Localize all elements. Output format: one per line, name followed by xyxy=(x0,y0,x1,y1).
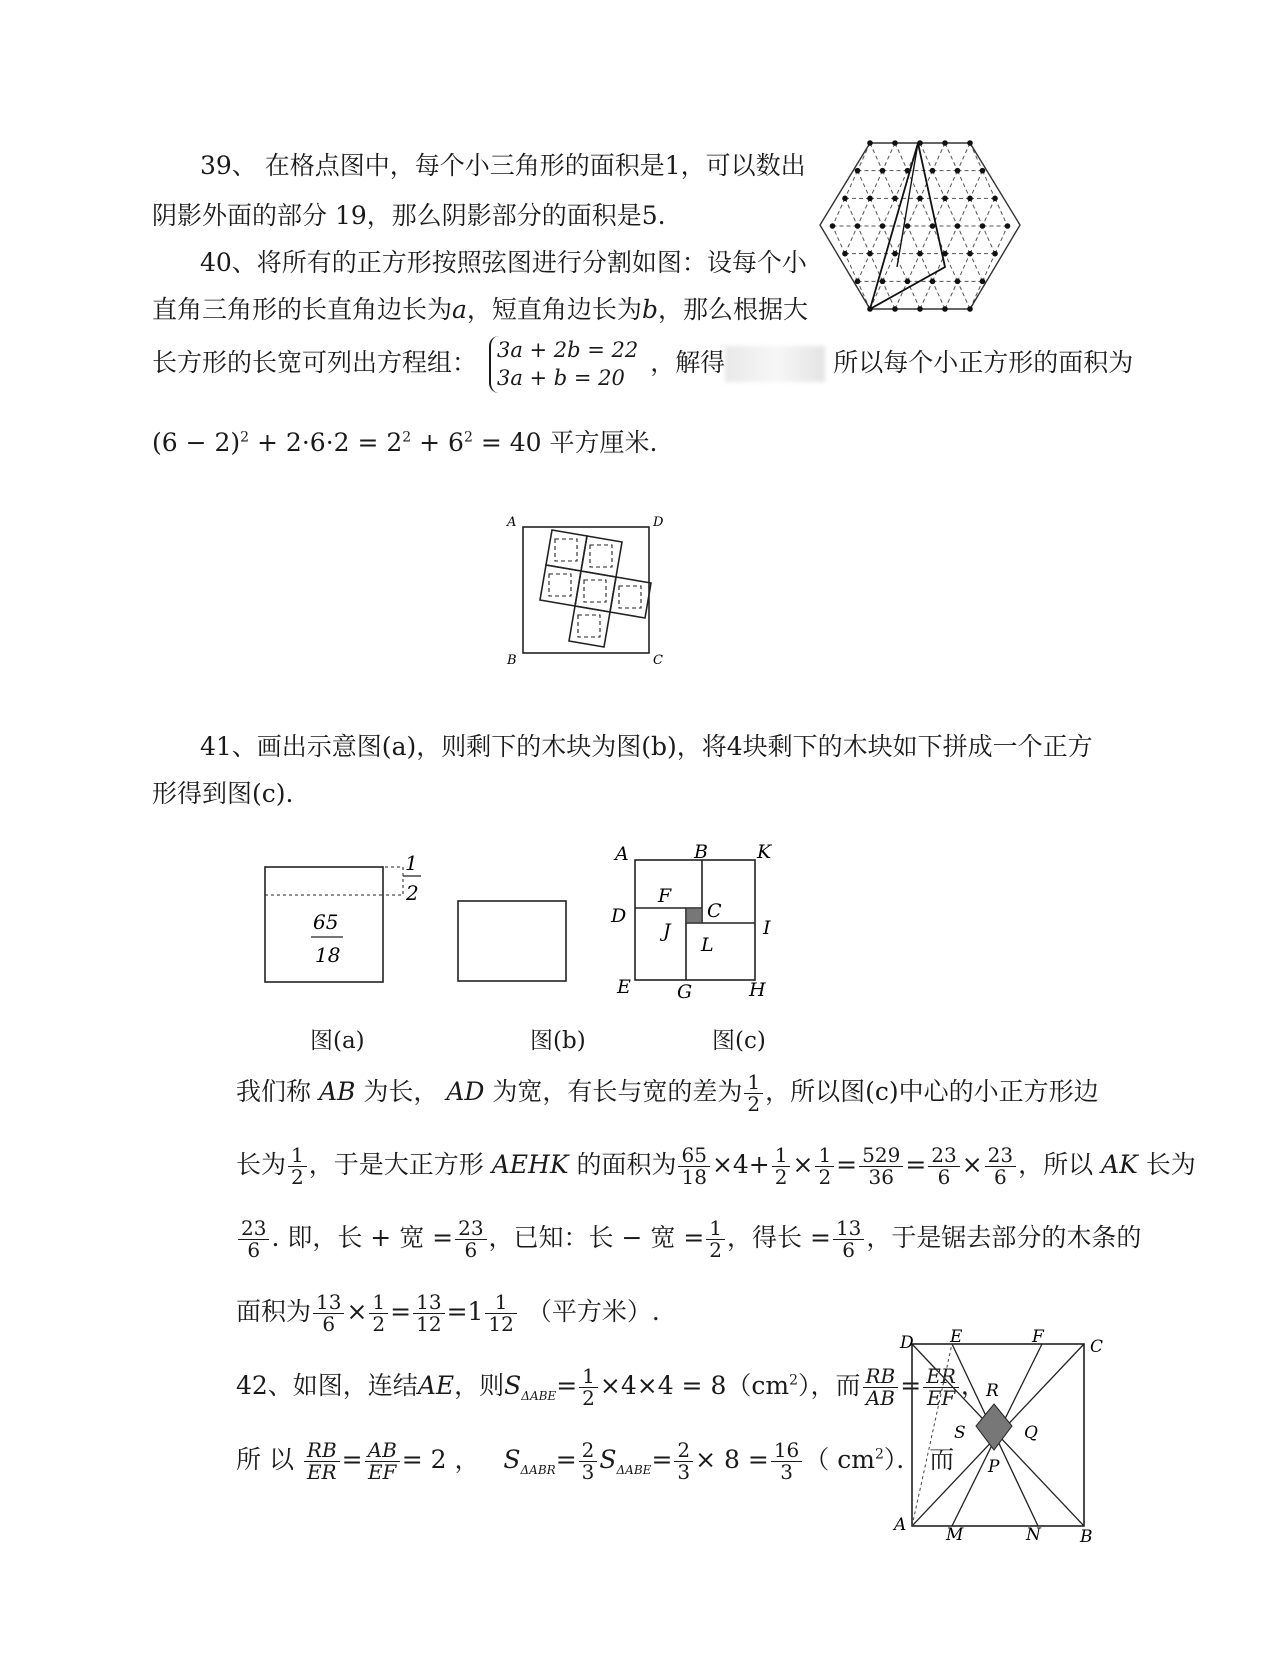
den: 2 xyxy=(709,1238,723,1262)
den: EF xyxy=(367,1460,397,1484)
figure-b xyxy=(452,895,577,990)
lattice-dot xyxy=(892,140,898,146)
p40-line1: 40、将所有的正方形按照弦图进行分割如图：设每个小 xyxy=(200,248,807,277)
label-D: D xyxy=(900,1333,914,1353)
lattice-line xyxy=(945,198,958,226)
num: 1 xyxy=(288,1145,307,1167)
l2-e: ）． 而 xyxy=(883,1445,955,1474)
den: 2 xyxy=(774,1165,788,1189)
caption-b: 图(b) xyxy=(530,1028,586,1054)
lattice-line xyxy=(908,198,921,226)
lattice-line xyxy=(983,226,996,254)
label-P: P xyxy=(988,1457,1000,1477)
label-B: B xyxy=(694,841,708,863)
lattice-line xyxy=(908,226,921,254)
s3-d: ，于是锯去部分的木条的 xyxy=(866,1223,1142,1252)
lattice-dot xyxy=(955,168,961,174)
lattice-line xyxy=(970,226,983,254)
lattice-dot xyxy=(980,279,986,285)
den: 3 xyxy=(581,1460,595,1484)
frac-1-2 xyxy=(369,1292,388,1335)
lattice-dot xyxy=(930,279,936,285)
sq: 2 xyxy=(874,1446,884,1463)
num: 23 xyxy=(985,1145,1016,1167)
num: AB xyxy=(365,1440,400,1462)
caption-c: 图(c) xyxy=(712,1028,766,1054)
blurred-solution xyxy=(725,346,825,382)
lattice-dot xyxy=(942,251,948,257)
lattice-dot xyxy=(892,306,898,312)
lattice-dot xyxy=(880,223,886,229)
l2-d: （ cm xyxy=(804,1445,875,1474)
lattice-line xyxy=(970,254,983,282)
lattice-dot xyxy=(892,196,898,202)
eq1: 3a + 2b = 22 xyxy=(496,338,639,362)
lattice-dot xyxy=(867,251,873,257)
den: 18 xyxy=(681,1165,707,1189)
lattice-line xyxy=(958,254,971,282)
lattice-line xyxy=(883,198,896,226)
lattice-line xyxy=(895,143,908,171)
lattice-dot xyxy=(992,196,998,202)
lattice-dot xyxy=(905,168,911,174)
lattice-dot xyxy=(967,140,973,146)
s1-d: ，所以图(c)中心的小正方形边 xyxy=(765,1077,1099,1106)
l1-a: 42、如图，连结 xyxy=(236,1371,418,1400)
frac-1-2 xyxy=(772,1145,791,1188)
label-A: A xyxy=(894,1515,907,1535)
label-L: L xyxy=(701,934,714,956)
lattice-hexagon-figure xyxy=(810,135,1030,320)
num: 23 xyxy=(238,1218,269,1240)
den: 6 xyxy=(247,1238,261,1262)
frac-13-6 xyxy=(313,1292,344,1335)
lattice-dot xyxy=(867,306,873,312)
lattice-line xyxy=(958,198,971,226)
den: 2 xyxy=(747,1092,761,1116)
frac-1-2 xyxy=(706,1218,725,1261)
figure-c xyxy=(605,840,785,1005)
s3-a: . 即，长 + 宽 = xyxy=(271,1223,454,1252)
num: ER xyxy=(923,1366,959,1388)
lattice-line xyxy=(970,171,983,199)
den: 36 xyxy=(868,1165,894,1189)
lattice-dot xyxy=(917,140,923,146)
num: 23 xyxy=(928,1145,959,1167)
p41-s3 xyxy=(236,1218,1141,1261)
frac-23-6 xyxy=(455,1218,486,1261)
num: 529 xyxy=(859,1145,903,1167)
s3-b: ，已知：长 − 宽 = xyxy=(488,1223,705,1252)
den: 3 xyxy=(780,1460,793,1484)
l1-b: ，则 xyxy=(454,1371,505,1400)
label-Q: Q xyxy=(1024,1423,1038,1443)
exp-1: 2 xyxy=(240,429,250,446)
label-B: B xyxy=(507,653,517,668)
p39-line2: 阴影外面的部分 19，那么阴影部分的面积是5. xyxy=(152,201,666,230)
lattice-line xyxy=(845,226,858,254)
lattice-line xyxy=(933,171,946,199)
p41-s4: 面积为 $\frac{13}{6}$ × $\frac{1}{2}$ = $\frac{13}{12}$ =1 $\frac{1}{12}$ （平方米）. xyxy=(236,1290,660,1336)
s2-ak: AK xyxy=(1101,1150,1138,1179)
lattice-line xyxy=(958,143,971,171)
expr-b: + 2·6·2 = 2 xyxy=(249,428,403,457)
lattice-line xyxy=(845,198,858,226)
lattice-dot xyxy=(892,251,898,257)
s2-b: ，于是大正方形 xyxy=(308,1150,484,1179)
area-sub: ΔABE xyxy=(521,1389,557,1403)
lattice-line xyxy=(970,198,983,226)
label-M: M xyxy=(946,1525,964,1545)
l1-c: ×4×4 = 8（cm xyxy=(599,1371,790,1400)
label-K: K xyxy=(757,841,772,863)
label-A: A xyxy=(507,515,517,530)
lattice-dot xyxy=(842,251,848,257)
label-F: F xyxy=(1032,1327,1044,1347)
s4-b: （平方米）. xyxy=(526,1297,660,1326)
frac-1-2 xyxy=(815,1145,834,1188)
label-C: C xyxy=(707,900,722,922)
frac-23-6 xyxy=(985,1145,1016,1188)
frac-ab-ef xyxy=(365,1440,400,1483)
lattice-line xyxy=(958,171,971,199)
label-J: J xyxy=(663,920,671,942)
p40-line3-b: ，解得 xyxy=(650,347,726,377)
lattice-line xyxy=(870,226,883,254)
lattice-line xyxy=(945,281,958,309)
num: 1 xyxy=(485,1292,516,1314)
p40-line2-c: ，那么根据大 xyxy=(657,295,808,324)
chord-diagram-figure xyxy=(495,512,685,672)
lattice-dot xyxy=(905,223,911,229)
label-E: E xyxy=(617,976,631,998)
whole-1: 1 xyxy=(467,1297,484,1326)
label-H: H xyxy=(749,979,766,1001)
label-E: E xyxy=(950,1327,963,1347)
frac-13-12 xyxy=(413,1292,444,1335)
label-R: R xyxy=(986,1381,999,1401)
num: RB xyxy=(863,1366,899,1388)
den: 6 xyxy=(842,1238,856,1262)
num: 13 xyxy=(313,1292,344,1314)
exp-2: 2 xyxy=(402,429,412,446)
s4-a: 面积为 xyxy=(236,1297,312,1326)
s2-e: 长为 xyxy=(1145,1150,1196,1179)
num: 13 xyxy=(833,1218,864,1240)
lattice-dot xyxy=(917,196,923,202)
frac-1-12 xyxy=(485,1292,516,1335)
lattice-line xyxy=(920,281,933,309)
p41-s1 xyxy=(236,1072,1099,1115)
frac-1-2 xyxy=(288,1145,307,1188)
num: 1 xyxy=(772,1145,791,1167)
lattice-line xyxy=(983,198,996,226)
num: 1 xyxy=(744,1072,763,1094)
lattice-dot xyxy=(917,306,923,312)
lattice-dot xyxy=(830,223,836,229)
den: 12 xyxy=(488,1312,514,1336)
p40-line2 xyxy=(152,290,808,326)
frac-2-3 xyxy=(674,1440,693,1483)
s1-a: 我们称 xyxy=(236,1077,312,1106)
expr-c: + 6 xyxy=(411,428,464,457)
den: 6 xyxy=(937,1165,951,1189)
lattice-line xyxy=(858,198,871,226)
lattice-dot xyxy=(992,251,998,257)
lattice-dot xyxy=(980,223,986,229)
p40-line3-a: 长方形的长宽可列出方程组： xyxy=(152,347,478,377)
lattice-line xyxy=(858,226,871,254)
frac-2-3 xyxy=(579,1440,598,1483)
num: 23 xyxy=(455,1218,486,1240)
sq: 2 xyxy=(789,1372,798,1389)
expr-d: = 40 平方厘米. xyxy=(472,428,658,457)
label-N: N xyxy=(1026,1525,1041,1545)
p40-line3 xyxy=(152,336,1133,393)
l2-a: 所 以 xyxy=(236,1445,294,1474)
lattice-dot xyxy=(880,279,886,285)
num: 2 xyxy=(674,1440,693,1462)
area-num: 65 xyxy=(313,910,339,934)
frac-23-6 xyxy=(238,1218,269,1261)
lattice-line xyxy=(920,226,933,254)
num: 1 xyxy=(579,1366,598,1388)
lattice-dot xyxy=(855,168,861,174)
lattice-dot xyxy=(942,140,948,146)
area-sub-abr: ΔABR xyxy=(520,1463,556,1477)
den: 6 xyxy=(464,1238,478,1262)
lattice-line xyxy=(945,226,958,254)
frac-16-3 xyxy=(771,1440,802,1483)
area-den: 18 xyxy=(315,943,341,967)
p41-line2: 形得到图(c). xyxy=(152,779,294,808)
figure-a xyxy=(255,845,445,995)
l2-c: × 8 = xyxy=(695,1445,769,1474)
num: 1 xyxy=(815,1145,834,1167)
lattice-dot xyxy=(967,251,973,257)
p42-line2: 所 以 $\frac{RB}{ER}$ = $\frac{AB}{EF}$ = 2 ， $S_{\Delta ABR}=$ $\frac{2}{3}$ $S_{\Delta ABE}=$ $\frac{2}{3}$ × 8 = $\frac{16}{3}$ （ $cm^2$）． 而 xyxy=(236,1438,955,1484)
den: 2 xyxy=(818,1165,832,1189)
l1-d: ），而 xyxy=(797,1371,861,1400)
den: 3 xyxy=(677,1460,691,1484)
lattice-line xyxy=(870,143,883,171)
lattice-line xyxy=(858,171,871,199)
s2-d: ，所以 xyxy=(1018,1150,1094,1179)
den: 12 xyxy=(416,1312,442,1336)
lattice-line xyxy=(908,254,921,282)
den: EF xyxy=(926,1386,956,1410)
lattice-dot xyxy=(867,196,873,202)
lattice-dot xyxy=(942,196,948,202)
half-den: 2 xyxy=(406,881,419,905)
s1-c: 为宽，有长与宽的差为 xyxy=(492,1077,743,1106)
label-G: G xyxy=(677,981,693,1003)
tilted-squares xyxy=(540,530,651,647)
area-symbol: S xyxy=(504,1371,522,1400)
label-S: S xyxy=(954,1423,966,1443)
p40-line2-a: 直角三角形的长直角边长为 xyxy=(152,295,453,324)
s2-a: 长为 xyxy=(236,1150,287,1179)
label-I: I xyxy=(763,917,771,939)
lattice-line xyxy=(895,254,908,282)
num: 13 xyxy=(413,1292,444,1314)
num: RB xyxy=(304,1440,340,1462)
eq2: 3a + b = 20 xyxy=(496,366,625,391)
frac-rb-er xyxy=(304,1440,340,1483)
lattice-dot xyxy=(905,279,911,285)
caption-a: 图(a) xyxy=(310,1028,365,1054)
lattice-line xyxy=(958,226,971,254)
equation-system xyxy=(489,336,638,393)
lattice-line xyxy=(870,254,883,282)
lattice-dot xyxy=(867,140,873,146)
label-F: F xyxy=(658,885,672,907)
p40-line3-c: 所以每个小正方形的面积为 xyxy=(833,347,1134,377)
lattice-line xyxy=(895,281,908,309)
p40-line4 xyxy=(152,423,657,459)
lattice-line xyxy=(883,171,896,199)
num: 2 xyxy=(579,1440,598,1462)
p41-s2: 长为 $\frac{1}{2}$ ，于是大正方形 AEHK 的面积为 $\frac{65}{18}$ ×4+ $\frac{1}{2}$ × $\frac{1}{2}$ = $\frac{529}{36}$ = $\frac{23}{6}$ × $\frac{23}{6}$ ，所以 AK 长为 xyxy=(236,1143,1196,1189)
lattice-dot xyxy=(930,168,936,174)
lattice-dot xyxy=(967,306,973,312)
lattice-dot xyxy=(955,223,961,229)
lattice-dot xyxy=(855,279,861,285)
den: 2 xyxy=(582,1386,595,1410)
p39-line1: 39、 在格点图中，每个小三角形的面积是1，可以数出 xyxy=(200,151,806,180)
s2-aehk: AEHK xyxy=(491,1150,569,1179)
lattice-dot xyxy=(980,168,986,174)
p42-line1: 42、如图，连结AE，则$S_{\Delta ABE}=$ $\frac{1}{2}$ $\times 4\times 4 = 8(cm^2)$，而 $\frac{RB}{AB}$ = $\frac{ER}{EF}$ ， xyxy=(236,1364,986,1410)
area-sub: ΔABE xyxy=(616,1463,652,1477)
lattice-dot xyxy=(1005,223,1011,229)
lattice-line xyxy=(945,171,958,199)
lattice-line xyxy=(958,281,971,309)
label-B: B xyxy=(1080,1527,1093,1547)
den: 6 xyxy=(322,1312,336,1336)
num: 65 xyxy=(678,1145,709,1167)
l1-ae: AE xyxy=(417,1371,455,1400)
lattice-dot xyxy=(842,196,848,202)
l2-b: = 2 ， xyxy=(401,1445,480,1474)
frac-13-6 xyxy=(833,1218,864,1261)
den: AB xyxy=(865,1386,895,1410)
lattice-dot xyxy=(942,306,948,312)
var-a: a xyxy=(452,295,467,324)
lattice-dot xyxy=(955,279,961,285)
lattice-line xyxy=(870,171,883,199)
exp-3: 2 xyxy=(463,429,473,446)
den: 2 xyxy=(291,1165,304,1189)
expr-a: (6 − 2) xyxy=(152,428,241,457)
inner-dashed-squares xyxy=(549,539,641,637)
lattice-dot xyxy=(880,168,886,174)
label-D: D xyxy=(611,905,627,927)
lattice-dot xyxy=(855,223,861,229)
area-symbol: S xyxy=(503,1445,521,1474)
p40-line2-b: ，短直角边长为 xyxy=(466,295,642,324)
lattice-dot xyxy=(930,223,936,229)
area-symbol: S xyxy=(599,1445,617,1474)
label-C: C xyxy=(1090,1337,1104,1357)
s1-ad: AD xyxy=(446,1077,485,1106)
frac-1-2 xyxy=(744,1072,763,1115)
lattice-line xyxy=(933,281,946,309)
s3-c: ，得长 = xyxy=(727,1223,831,1252)
lattice-line xyxy=(945,143,958,171)
label-A: A xyxy=(615,843,629,865)
frac-65-18 xyxy=(678,1145,709,1188)
den: ER xyxy=(306,1460,337,1484)
num: 1 xyxy=(369,1292,388,1314)
p41-line1: 41、画出示意图(a)，则剩下的木块为图(b)，将4块剩下的木块如下拼成一个正方 xyxy=(200,732,1093,761)
den: 2 xyxy=(372,1312,386,1336)
s1-b: 为长， xyxy=(363,1077,439,1106)
num: 1 xyxy=(706,1218,725,1240)
lattice-dot xyxy=(967,196,973,202)
den: 6 xyxy=(994,1165,1007,1189)
lattice-line xyxy=(858,254,871,282)
lattice-dot xyxy=(917,251,923,257)
four: 4 xyxy=(732,1150,749,1179)
figure-42 xyxy=(890,1322,1120,1547)
lattice-line xyxy=(883,143,896,171)
s2-c: 的面积为 xyxy=(576,1150,677,1179)
lattice-line xyxy=(870,198,883,226)
half-num: 1 xyxy=(405,851,418,875)
label-D: D xyxy=(653,515,664,530)
label-C: C xyxy=(653,653,663,668)
var-b: b xyxy=(641,295,658,324)
lattice-line xyxy=(933,143,946,171)
frac-1-2 xyxy=(579,1366,598,1409)
num: 16 xyxy=(771,1440,802,1462)
s1-ab: AB xyxy=(318,1077,356,1106)
lattice-line xyxy=(945,254,958,282)
frac-23-6 xyxy=(928,1145,959,1188)
frac-529-36 xyxy=(859,1145,903,1188)
